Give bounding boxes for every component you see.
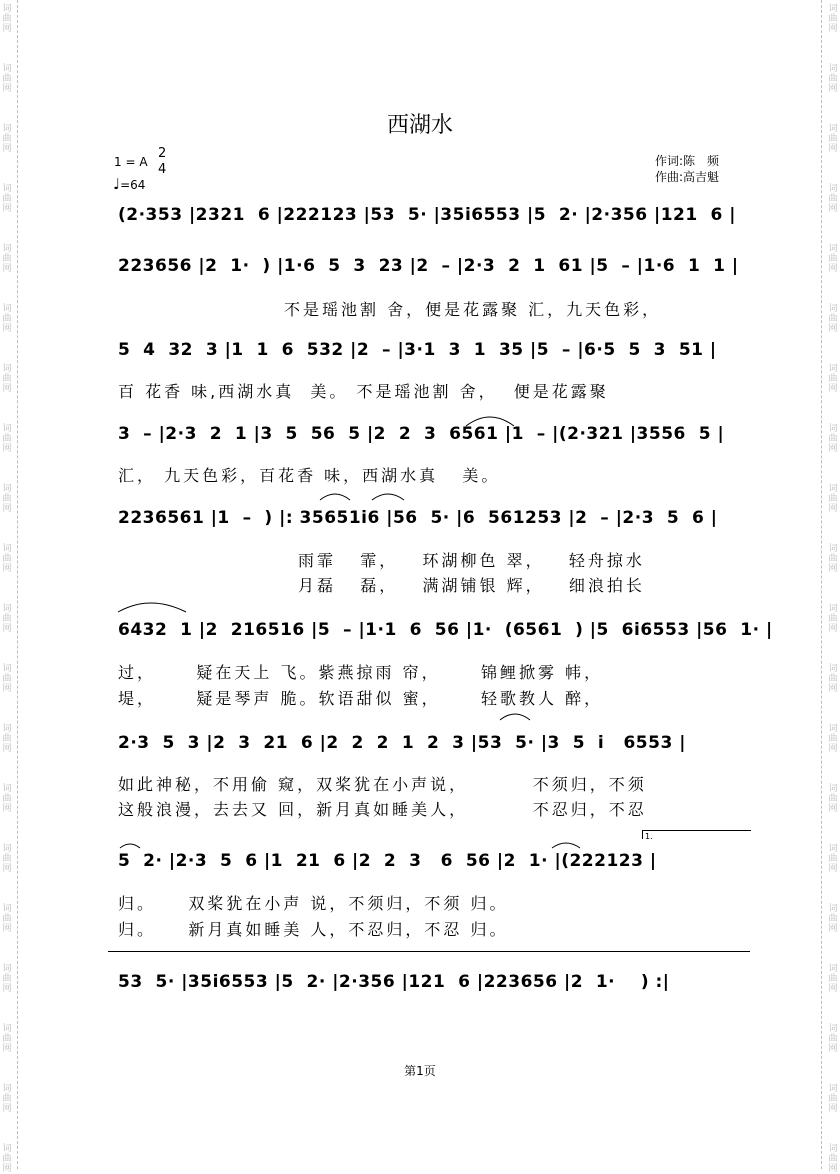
watermark-stamp: 词曲网 bbox=[828, 1024, 838, 1054]
watermark-stamp: 词曲网 bbox=[828, 724, 838, 754]
first-ending-label: 1. bbox=[645, 832, 653, 841]
lyric-line-7-verse-2: 这般浪漫，去去又 回，新月真如睡美人， 不忍归，不忍 bbox=[118, 800, 647, 819]
watermark-stamp: 词曲网 bbox=[828, 4, 838, 34]
lyric-line-6-verse-2: 堤， 疑是琴声 脆。软语甜似 蜜， 轻歌教人 醉， bbox=[118, 689, 604, 708]
lyric-line-5-verse-1: 雨霏 霏， 环湖柳色 翠， 轻舟掠水 bbox=[298, 551, 645, 570]
page-number: 第1页 bbox=[404, 1064, 436, 1078]
watermark-stamp: 词曲网 bbox=[2, 844, 12, 874]
time-signature-bottom: 4 bbox=[158, 162, 167, 177]
watermark-stamp: 词曲网 bbox=[828, 304, 838, 334]
watermark-stamp: 词曲网 bbox=[2, 304, 12, 334]
watermark-stamp: 词曲网 bbox=[2, 544, 12, 574]
watermark-stamp: 词曲网 bbox=[2, 604, 12, 634]
watermark-stamp: 词曲网 bbox=[2, 904, 12, 934]
score-system-8: 5 2· |2·3 5 6 |1 21 6 |2 2 3 6 56 |2 1· |(222123 | bbox=[118, 851, 657, 871]
watermark-stamp: 词曲网 bbox=[2, 1144, 12, 1174]
watermark-stamp: 词曲网 bbox=[828, 544, 838, 574]
quarter-note-icon: ♩ bbox=[113, 175, 121, 193]
watermark-stamp: 词曲网 bbox=[828, 64, 838, 94]
song-title: 西湖水 bbox=[386, 113, 453, 138]
watermark-stamp: 词曲网 bbox=[828, 904, 838, 934]
watermark-stamp: 词曲网 bbox=[828, 1144, 838, 1174]
score-system-7: 2·3 5 3 |2 3 21 6 |2 2 2 1 2 3 |53 5· |3 5 i 6553 | bbox=[118, 733, 686, 753]
lyric-line-8-verse-2: 归。 新月真如睡美 人，不忍归，不忍 归。 bbox=[118, 920, 509, 939]
watermark-stamp: 词曲网 bbox=[2, 1024, 12, 1054]
watermark-stamp: 词曲网 bbox=[2, 4, 12, 34]
lyric-line-2-verse-1: 不是瑶池割 舍，便是花露聚 汇，九天色彩， bbox=[284, 300, 662, 319]
watermark-stamp: 词曲网 bbox=[828, 184, 838, 214]
watermark-stamp: 词曲网 bbox=[2, 1084, 12, 1114]
tempo-value: =64 bbox=[120, 178, 146, 192]
time-signature-top: 2 bbox=[158, 146, 167, 161]
watermark-stamp: 词曲网 bbox=[2, 364, 12, 394]
composer-credit: 作曲:高吉魁 bbox=[655, 170, 720, 184]
lyric-line-6-verse-1: 过， 疑在天上 飞。紫燕掠雨 帘， 锦鲤掀雾 帏， bbox=[118, 663, 604, 682]
lyric-line-4-verse-1: 汇， 九天色彩，百花香 味，西湖水真 美。 bbox=[118, 466, 501, 485]
watermark-stamp: 词曲网 bbox=[828, 364, 838, 394]
watermark-stamp: 词曲网 bbox=[828, 1084, 838, 1114]
score-system-4: 3 – |2·3 2 1 |3 5 56 5 |2 2 3 6561 |1 – |(2·321 |3556 5 | bbox=[118, 424, 725, 444]
lyric-line-7-verse-1: 如此神秘，不用偷 窥，双桨犹在小声说， 不须归，不须 bbox=[118, 775, 647, 794]
watermark-stamp: 词曲网 bbox=[828, 124, 838, 154]
score-system-5: 2236561 |1 – ) |: 35651i6 |56 5· |6 561253 |2 – |2·3 5 6 | bbox=[118, 508, 718, 528]
score-system-6: 6432 1 |2 216516 |5 – |1·1 6 56 |1· (6561 ) |5 6i6553 |56 1· | bbox=[118, 620, 773, 640]
watermark-stamp: 词曲网 bbox=[828, 604, 838, 634]
watermark-stamp: 词曲网 bbox=[828, 664, 838, 694]
watermark-stamp: 词曲网 bbox=[828, 244, 838, 274]
lyricist-credit: 作词:陈 频 bbox=[655, 154, 720, 168]
watermark-stamp: 词曲网 bbox=[2, 124, 12, 154]
watermark-stamp: 词曲网 bbox=[828, 424, 838, 454]
watermark-stamp: 词曲网 bbox=[2, 244, 12, 274]
watermark-stamp: 词曲网 bbox=[828, 844, 838, 874]
watermark-stamp: 词曲网 bbox=[2, 664, 12, 694]
watermark-stamp: 词曲网 bbox=[2, 424, 12, 454]
lyric-line-8-verse-1: 归。 双桨犹在小声 说，不须归，不须 归。 bbox=[118, 894, 509, 913]
watermark-stamp: 词曲网 bbox=[2, 484, 12, 514]
watermark-stamp: 词曲网 bbox=[828, 784, 838, 814]
score-system-1: (2·353 |2321 6 |222123 |53 5· |35i6553 |5 2· |2·356 |121 6 | bbox=[118, 205, 736, 225]
lyric-line-3-verse-1: 百 花香 味,西湖水真 美。 不是瑶池割 舍， 便是花露聚 bbox=[118, 382, 609, 401]
watermark-stamp: 词曲网 bbox=[2, 964, 12, 994]
score-system-9: 53 5· |35i6553 |5 2· |2·356 |121 6 |223656 |2 1· ) :| bbox=[118, 972, 670, 992]
watermark-stamp: 词曲网 bbox=[2, 64, 12, 94]
watermark-stamp: 词曲网 bbox=[2, 724, 12, 754]
watermark-stamp: 词曲网 bbox=[2, 184, 12, 214]
score-system-3: 5 4 32 3 |1 1 6 532 |2 – |3·1 3 1 35 |5 – |6·5 5 3 51 | bbox=[118, 340, 717, 360]
watermark-stamp: 词曲网 bbox=[828, 964, 838, 994]
score-system-2: 223656 |2 1· ) |1·6 5 3 23 |2 – |2·3 2 1 61 |5 – |1·6 1 1 | bbox=[118, 256, 739, 276]
key-signature: 1 = A bbox=[114, 155, 148, 169]
watermark-stamp: 词曲网 bbox=[828, 484, 838, 514]
watermark-stamp: 词曲网 bbox=[2, 784, 12, 814]
lyric-line-5-verse-2: 月磊 磊， 满湖铺银 辉， 细浪拍长 bbox=[298, 576, 645, 595]
